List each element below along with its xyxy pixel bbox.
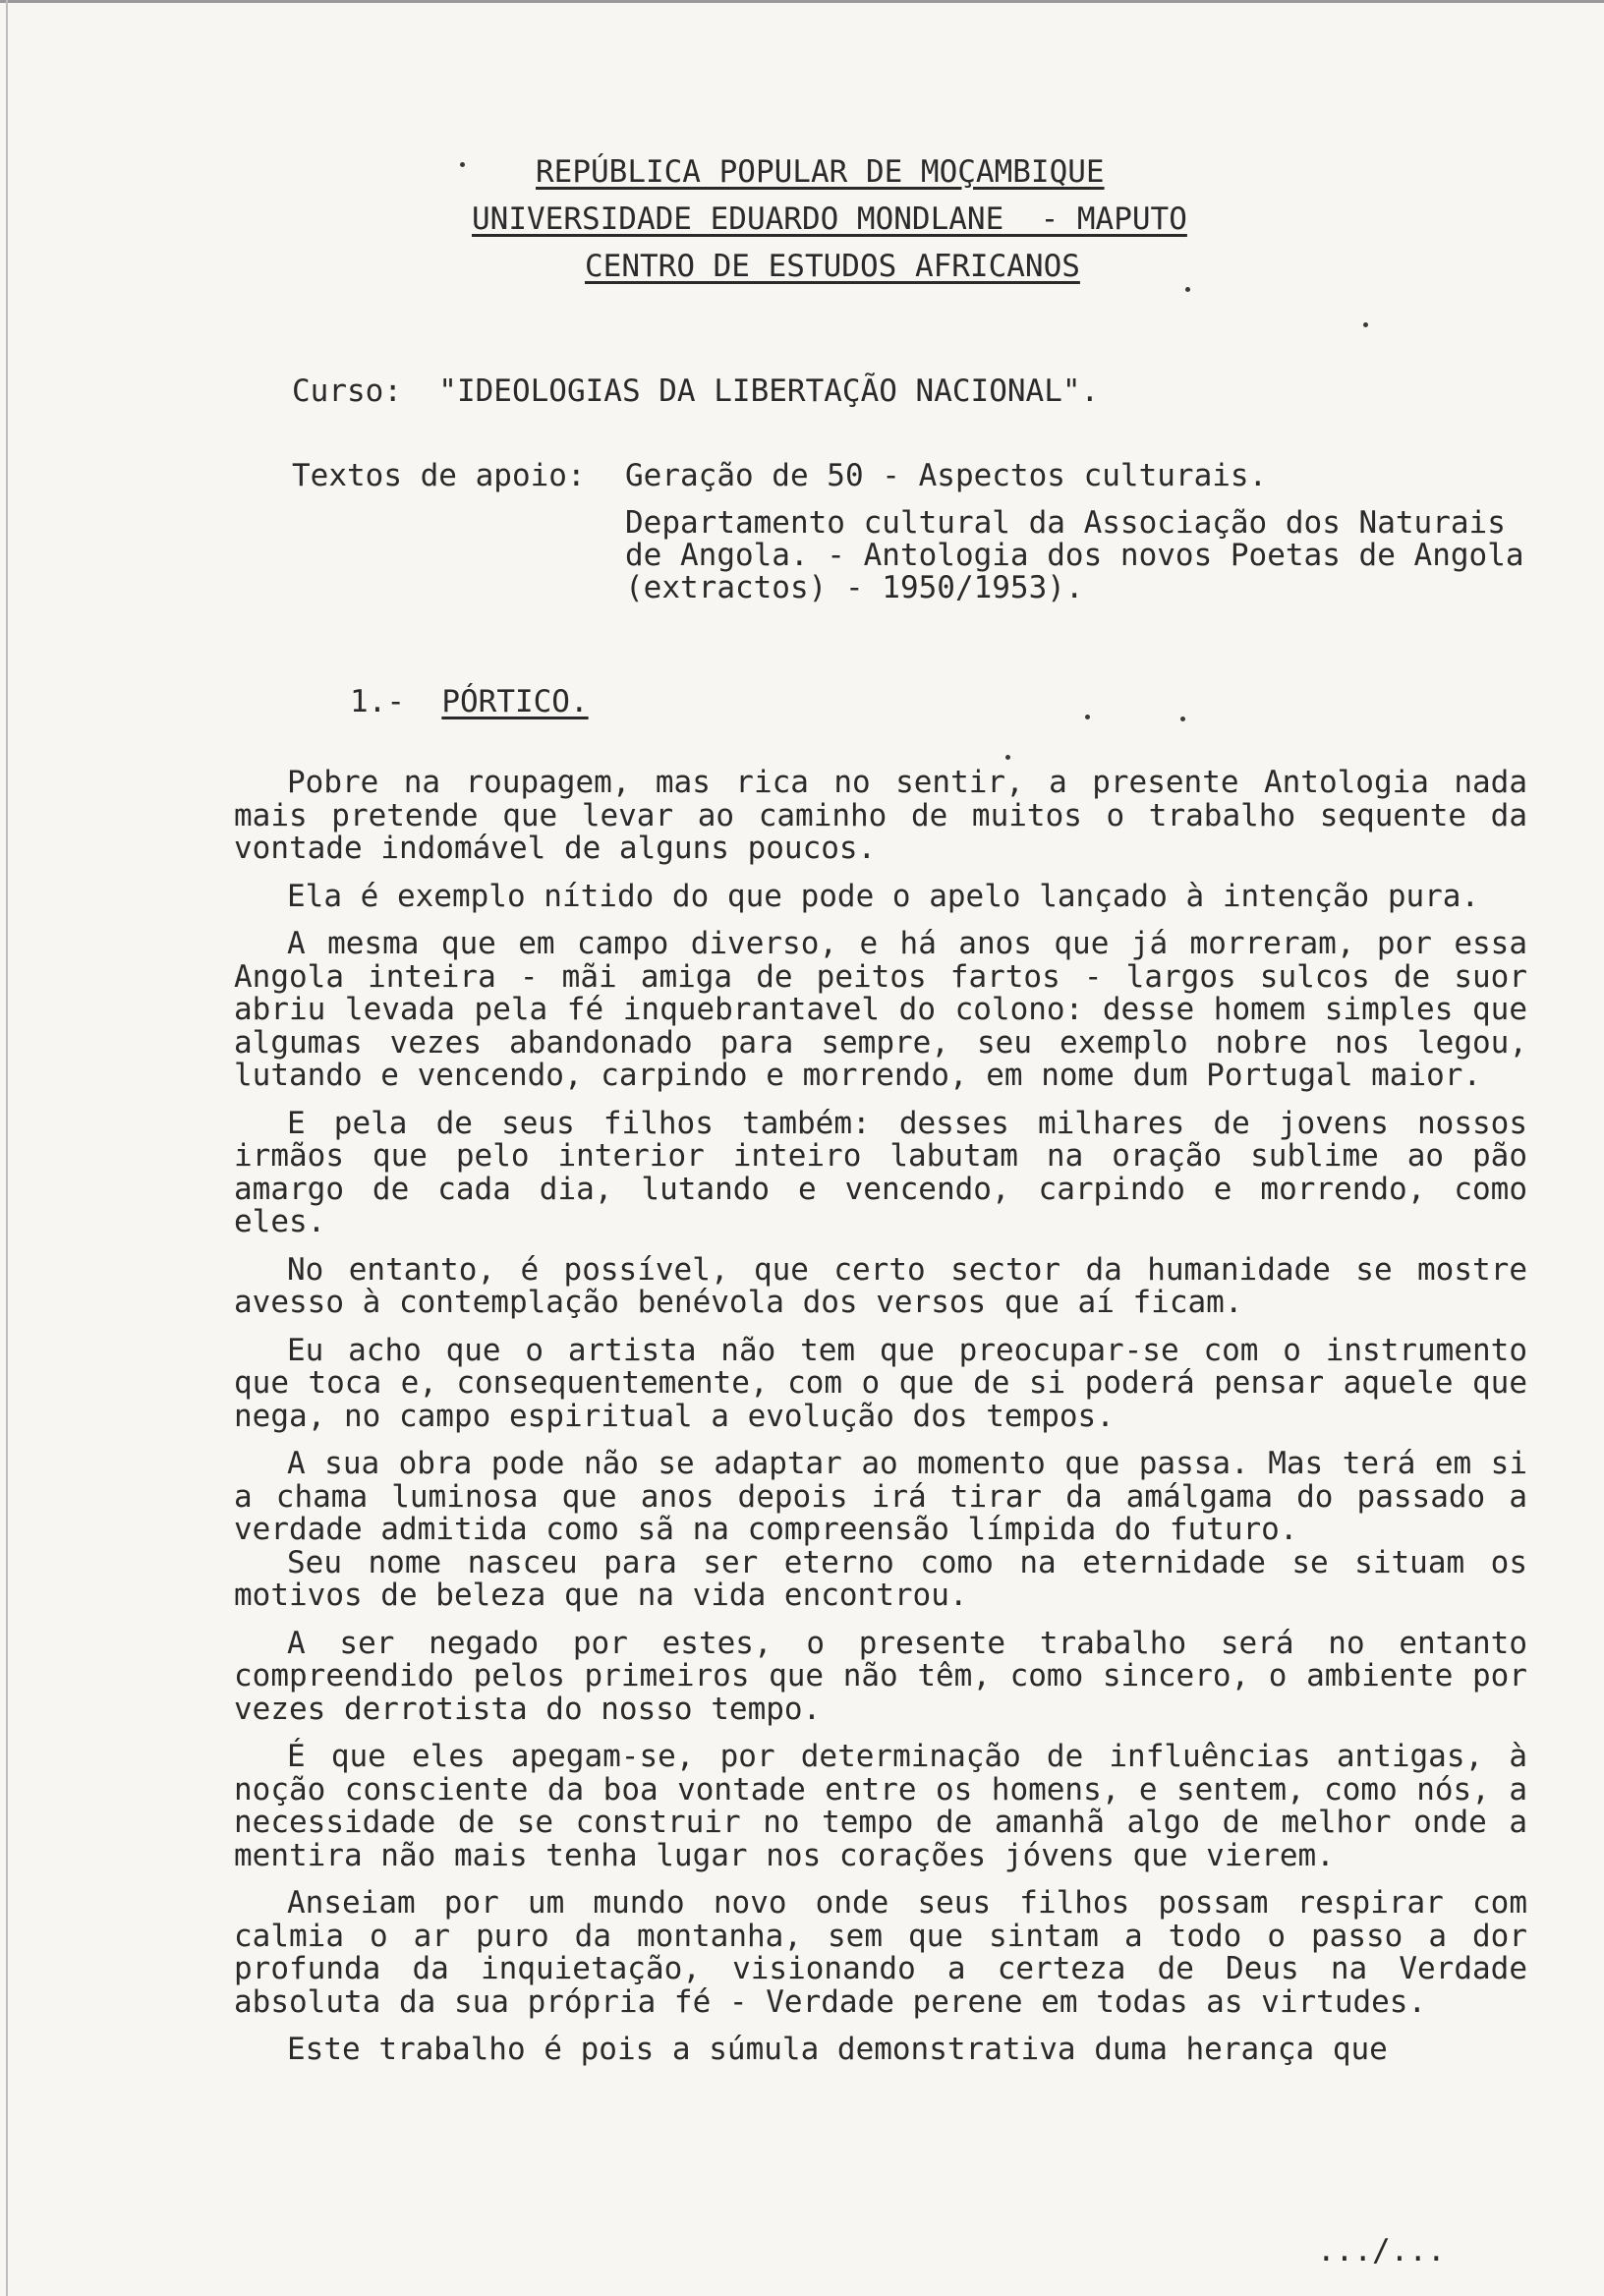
paragraph: A mesma que em campo diverso, e há anos que já morreram, por essa Angola inteira - mãi amiga de peitos fartos - largos sulcos de suor abriu levada pela fé inquebrantavel do colono: desse homem simples que algumas vezes abandonado para sempre, seu exemplo nobre nos legou, lutando e vencendo, carpindo e morrendo, em nome dum Portugal maior.	[234, 926, 1527, 1093]
ink-speck	[460, 162, 465, 167]
paragraph: Ela é exemplo nítido do que pode o apelo lançado à intenção pura.	[287, 878, 1480, 914]
body-text	[234, 767, 1527, 2082]
paragraph: Seu nome nasceu para ser eterno como na eternidade se situam os motivos de beleza que na vida encontrou.	[234, 1544, 1527, 1613]
paragraph: Anseiam por um mundo novo onde seus filhos possam respirar com calmia o ar puro da montanha, sem que sintam a todo o passo a dor profunda da inquietação, visionando a certeza de Deus na Verdade absoluta da sua própria fé - Verdade perene em todas as virtudes.	[234, 1885, 1527, 2020]
ink-speck	[1085, 715, 1090, 719]
section-number: 1.-	[350, 684, 405, 719]
support-text-item-1: Geração de 50 - Aspectos culturais.	[625, 458, 1268, 493]
page-top-edge	[0, 0, 1604, 3]
ink-speck	[1363, 322, 1368, 327]
paragraph: É que eles apegam-se, por determinação de influências antigas, à noção consciente da boa vontade entre os homens, e sentem, como nós, a necessidade de se construir no tempo de amanhã algo de melhor onde a mentira não mais tenha lugar nos corações jóvens que vierem.	[234, 1739, 1527, 1873]
header-line-centre: CENTRO DE ESTUDOS AFRICANOS	[585, 249, 1080, 284]
paragraph: Pobre na roupagem, mas rica no sentir, a presente Antologia nada mais pretende que levar ao caminho de muitos o trabalho sequente da vontade indomável de alguns poucos.	[234, 765, 1527, 866]
course-title: Curso: "IDEOLOGIAS DA LIBERTAÇÃO NACIONAL".	[292, 373, 1100, 409]
paragraph: Eu acho que o artista não tem que preocupar-se com o instrumento que toca e, consequentemente, com o que de si poderá pensar aquele que nega, no campo espiritual a evolução dos tempos.	[234, 1332, 1527, 1434]
support-text-item-2: Departamento cultural da Associação dos Naturais de Angola. - Antologia dos novos Poetas de Angola (extractos) - 1950/1953).	[625, 505, 1524, 605]
support-texts-label: Textos de apoio:	[292, 458, 586, 493]
paragraph: Este trabalho é pois a súmula demonstrativa duma herança que	[287, 2032, 1388, 2067]
page-left-edge	[6, 0, 8, 2296]
section-title: PÓRTICO.	[441, 684, 589, 719]
ink-speck	[1005, 755, 1010, 760]
ink-speck	[1185, 287, 1190, 292]
header-line-university: UNIVERSIDADE EDUARDO MONDLANE - MAPUTO	[472, 201, 1187, 237]
paragraph: A ser negado por estes, o presente trabalho será no entanto compreendido pelos primeiros que não têm, como sincero, o ambiente por vezes derrotista do nosso tempo.	[234, 1625, 1527, 1727]
ink-speck	[1180, 717, 1185, 721]
paragraph: No entanto, é possível, que certo sector da humanidade se mostre avesso à contemplação benévola dos versos que aí ficam.	[234, 1251, 1527, 1320]
paragraph: A sua obra pode não se adaptar ao momento que passa. Mas terá em si a chama luminosa que anos depois irá tirar da amálgama do passado a verdade admitida como sã na compreensão límpida do futuro.	[234, 1446, 1527, 1547]
section-heading	[350, 684, 589, 719]
continuation-mark: .../...	[1317, 2233, 1446, 2268]
paragraph: E pela de seus filhos também: desses milhares de jovens nossos irmãos que pelo interior inteiro labutam na oração sublime ao pão amargo de cada dia, lutando e vencendo, carpindo e morrendo, como eles.	[234, 1105, 1527, 1239]
header-line-republic: REPÚBLICA POPULAR DE MOÇAMBIQUE	[536, 154, 1105, 190]
